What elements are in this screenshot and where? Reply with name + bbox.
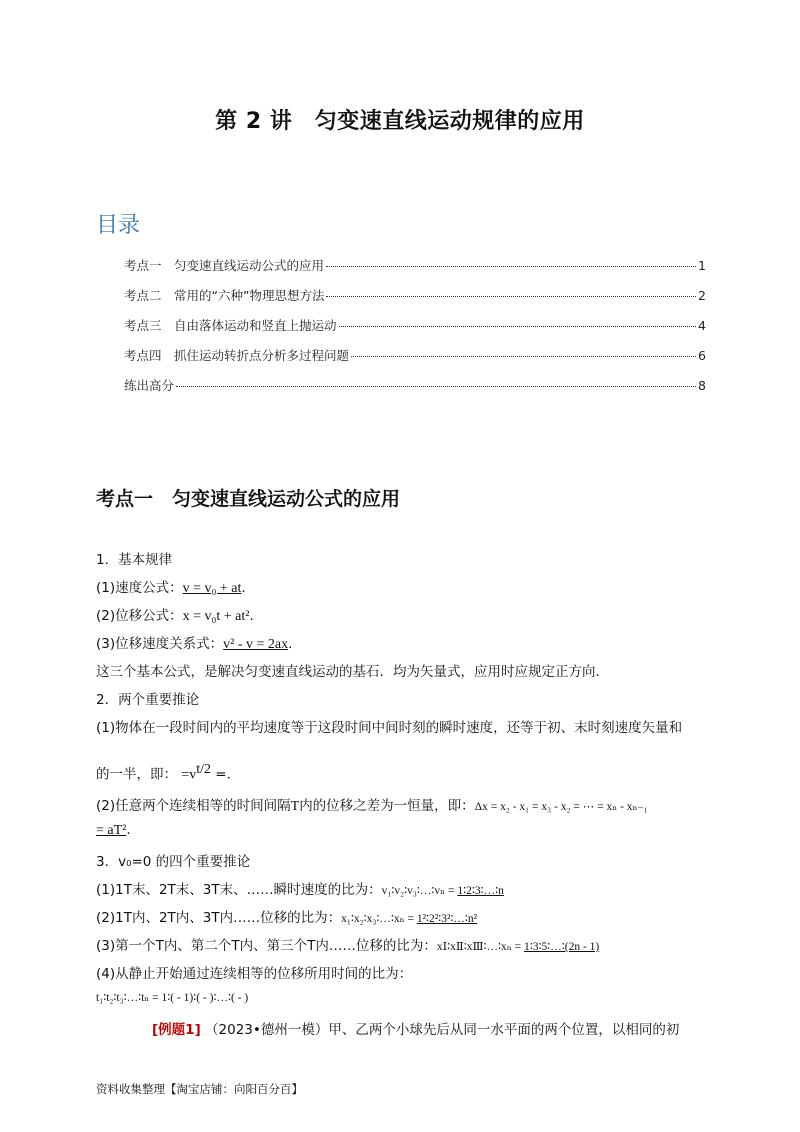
- displacement-formula-label: (2)位移公式：: [96, 608, 183, 624]
- ratio-time-formula: t₁∶t₂∶t₃∶…∶tₙ = 1∶( - 1)∶( - )∶…∶( - ): [96, 992, 249, 1004]
- ratio-displacement-formula: x₁∶x₂∶x₃∶…∶xₙ =: [341, 913, 417, 925]
- toc-item[interactable]: [124, 376, 706, 406]
- ratio-displacement-answer: 1²∶2²∶3²∶…∶n²: [416, 913, 478, 925]
- ratio-displacement-line: [96, 906, 477, 926]
- heading-zero-initial: 3．v₀=0 的四个重要推论: [96, 854, 251, 870]
- example-text: （2023•德州一模）甲、乙两个小球先后从同一水平面的两个位置，以相同的初: [205, 1022, 680, 1038]
- ratio-displacement-text: (2)1T内、2T内、3T内……位移的比为：: [96, 910, 342, 926]
- ratio-interval-text: (3)第一个T内、第二个T内、第三个T内……位移的比为：: [96, 938, 437, 954]
- toc-item[interactable]: [124, 346, 706, 376]
- toc-item-page: 1: [698, 258, 706, 273]
- example-tag: [例题1]: [152, 1022, 201, 1038]
- corollary-two-formula: Δx = x₂ - x₁ = x₃ - x₂ = ⋯ = xₙ - xₙ₋₁: [474, 801, 648, 813]
- page-footer: 资料收集整理【淘宝店铺：向阳百分百】: [96, 1082, 303, 1096]
- toc-item[interactable]: [124, 316, 706, 346]
- toc-leader: [351, 356, 696, 357]
- corollary-one-formula: =v: [181, 767, 197, 783]
- corollary-two-end: .: [126, 822, 131, 838]
- ratio-velocity-answer: 1∶2∶3∶…∶n: [457, 885, 504, 897]
- formula-note: 这三个基本公式，是解决匀变速直线运动的基石．均为矢量式，应用时应规定正方向．: [96, 664, 609, 680]
- velocity-displacement-formula: v² - v = 2ax: [223, 637, 289, 652]
- page-title: 第 2 讲 匀变速直线运动规律的应用: [215, 109, 585, 134]
- toc-item-page: 6: [698, 348, 706, 363]
- velocity-formula-line: [96, 576, 246, 597]
- example-line: [152, 1018, 679, 1038]
- section-title: 考点一 匀变速直线运动公式的应用: [96, 488, 401, 510]
- displacement-formula: x = v₀t + at²: [182, 609, 250, 624]
- toc-item-label: 考点三 自由落体运动和竖直上抛运动: [124, 318, 337, 333]
- corollary-two-line-b: [96, 822, 131, 839]
- toc-item-label: 练出高分: [124, 378, 175, 393]
- toc-leader: [326, 296, 696, 297]
- corollary-two-result: = aT²: [96, 823, 127, 838]
- ratio-interval-line: [96, 934, 599, 954]
- corollary-one-sup: t/2: [196, 762, 211, 777]
- toc-item[interactable]: [124, 256, 706, 286]
- ratio-time-text: (4)从静止开始通过连续相等的位移所用时间的比为：: [96, 966, 413, 982]
- table-of-contents: [124, 256, 706, 406]
- displacement-formula-end: .: [249, 608, 254, 624]
- corollary-one-line-a: (1)物体在一段时间内的平均速度等于这段时间中间时刻的瞬时速度，还等于初、末时刻速度矢量和: [96, 720, 683, 736]
- toc-item-label: 考点四 抓住运动转折点分析多过程问题: [124, 348, 350, 363]
- velocity-formula: v = v₀ + at: [182, 581, 242, 596]
- toc-item-page: 8: [698, 378, 706, 393]
- toc-leader: [326, 266, 696, 267]
- toc-leader: [339, 326, 697, 327]
- corollary-two-text: (2)任意两个连续相等的时间间隔: [96, 798, 291, 814]
- ratio-interval-formula: xⅠ∶xⅡ∶xⅢ∶…∶xₙ =: [436, 941, 525, 953]
- toc-item[interactable]: [124, 286, 706, 316]
- velocity-displacement-end: .: [288, 636, 293, 652]
- corollary-two-text2: 内的位移之差为一恒量，即：: [299, 798, 475, 814]
- velocity-formula-label: (1)速度公式：: [96, 580, 183, 596]
- velocity-displacement-label: (3)位移速度关系式：: [96, 636, 224, 652]
- toc-heading: 目录: [96, 213, 141, 238]
- velocity-formula-end: .: [241, 580, 246, 596]
- toc-item-label: 考点二 常用的“六种”物理思想方法: [124, 288, 325, 303]
- toc-item-page: 2: [698, 288, 706, 303]
- toc-item-label: 考点一 匀变速直线运动公式的应用: [124, 258, 325, 273]
- ratio-velocity-line: [96, 878, 504, 898]
- velocity-displacement-line: [96, 632, 292, 653]
- corollary-one-text: 的一半，即：: [96, 766, 177, 783]
- ratio-interval-answer: 1∶3∶5∶…∶(2n - 1): [524, 941, 600, 953]
- corollary-two-T: T: [290, 799, 300, 814]
- corollary-one-end: =．: [215, 766, 241, 783]
- ratio-velocity-formula: v₁∶v₂∶v₃∶…∶vₙ =: [381, 885, 458, 897]
- corollary-one-line-b: [96, 762, 240, 784]
- ratio-velocity-text: (1)1T末、2T末、3T末、……瞬时速度的比为：: [96, 882, 382, 898]
- heading-corollaries: 2．两个重要推论: [96, 692, 200, 708]
- toc-leader: [176, 386, 696, 387]
- heading-basic-laws: 1．基本规律: [96, 552, 173, 568]
- toc-item-page: 4: [698, 318, 706, 333]
- corollary-two-line-a: [96, 794, 648, 815]
- displacement-formula-line: [96, 604, 254, 625]
